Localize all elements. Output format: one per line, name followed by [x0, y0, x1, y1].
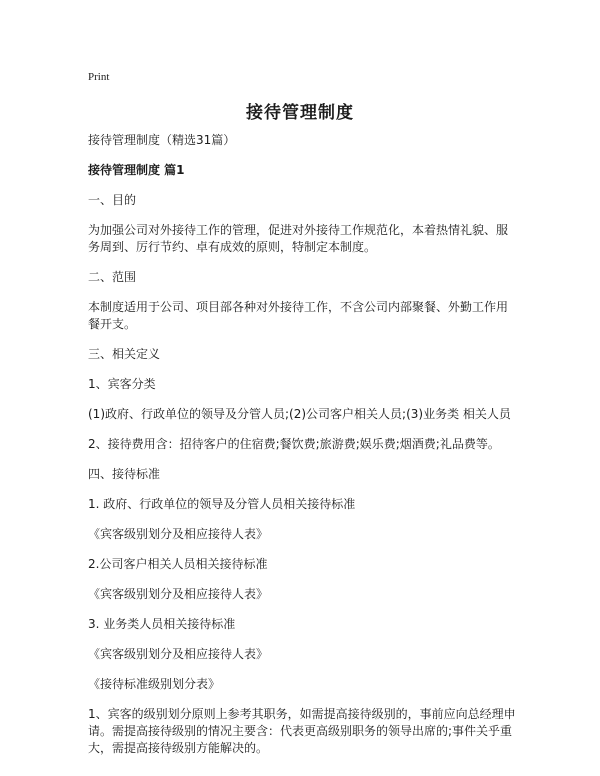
heading-standards: 四、接待标准 [88, 467, 161, 481]
paragraph-scope: 本制度适用于公司、项目部各种对外接待工作，不含公司内部聚餐、外勤工作用餐开支。 [88, 300, 509, 331]
subtitle: 接待管理制度（精选31篇） [88, 133, 236, 147]
standard-government: 1. 政府、行政单位的领导及分管人员相关接待标准 [88, 497, 356, 511]
table-reference: 《宾客级别划分及相应接待人表》 [88, 647, 269, 661]
page-title: 接待管理制度 [246, 103, 354, 123]
standard-business: 3. 业务类人员相关接待标准 [88, 617, 236, 631]
heading-definitions: 三、相关定义 [88, 347, 161, 361]
item-guest-classification: 1、宾客分类 [88, 377, 156, 391]
paragraph-purpose: 为加强公司对外接待工作的管理，促进对外接待工作规范化，本着热情礼貌、服务周到、厉行节约、卓有成效的原则，特制定本制度。 [88, 223, 509, 254]
heading-purpose: 一、目的 [88, 193, 137, 207]
section-heading: 接待管理制度 篇1 [88, 163, 185, 177]
paragraph-guest-types: (1)政府、行政单位的领导及分管人员;(2)公司客户相关人员;(3)业务类 相关人员 [88, 407, 511, 421]
standard-clients: 2.公司客户相关人员相关接待标准 [88, 557, 268, 571]
paragraph-expense-types: 2、接待费用含：招待客户的住宿费;餐饮费;旅游费;娱乐费;烟酒费;礼品费等。 [88, 437, 500, 451]
table-reference: 《宾客级别划分及相应接待人表》 [88, 587, 269, 601]
table-reference: 《宾客级别划分及相应接待人表》 [88, 527, 269, 541]
heading-scope: 二、范围 [88, 270, 137, 284]
document-body [88, 132, 518, 770]
table-reference-levels: 《接待标准级别划分表》 [88, 677, 221, 691]
paragraph-level-principle: 1、宾客的级别划分原则上参考其职务，如需提高接待级别的，事前应向总经理申请。需提高接待级别的情况主要含：代表更高级别职务的领导出席的;事件关乎重大，需提高接待级别方能解决的。 [88, 707, 516, 755]
print-label: Print [88, 71, 110, 83]
